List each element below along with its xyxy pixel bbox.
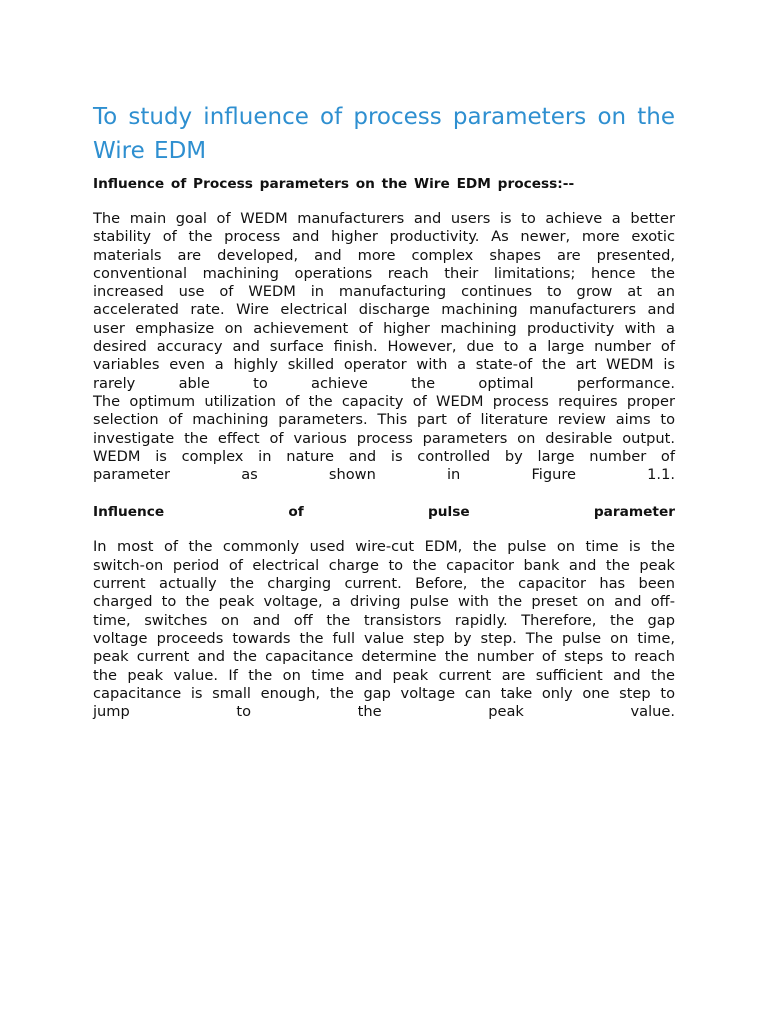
paragraph-line: desired accuracy and surface finish. However, due to a large number of xyxy=(93,338,675,356)
document-title: To study influence of process parameters on the Wire EDM xyxy=(93,104,675,164)
paragraph-line: stability of the process and higher productivity. As newer, more exotic xyxy=(93,228,675,246)
paragraph-line: the peak value. If the on time and peak current are sufficient and the xyxy=(93,666,675,684)
paragraph-line: variables even a highly skilled operator with a state-of the art WEDM is xyxy=(93,356,675,374)
section-heading-process-parameters: Influence of Process parameters on the Wire EDM process:-- xyxy=(93,176,575,192)
paragraph-line: user emphasize on achievement of higher machining productivity with a xyxy=(93,319,675,337)
document-page xyxy=(93,100,675,721)
paragraph-line: voltage proceeds towards the full value step by step. The pulse on time, xyxy=(93,629,675,647)
paragraph-line: selection of machining parameters. This part of literature review aims to xyxy=(93,411,675,429)
paragraph-line: jump to the peak value. xyxy=(93,703,675,721)
paragraph-line: WEDM is complex in nature and is controlled by large number of xyxy=(93,447,675,465)
paragraph-line: rarely able to achieve the optimal performance. xyxy=(93,374,675,392)
paragraph-line: investigate the effect of various process parameters on desirable output. xyxy=(93,429,675,447)
paragraph-line: time, switches on and off the transistors rapidly. Therefore, the gap xyxy=(93,611,675,629)
paragraph-line: charged to the peak voltage, a driving pulse with the preset on and off- xyxy=(93,593,675,611)
paragraph-line: The optimum utilization of the capacity of WEDM process requires proper xyxy=(93,392,675,410)
paragraph-pulse-parameter xyxy=(93,538,675,721)
paragraph-line: conventional machining operations reach their limitations; hence the xyxy=(93,264,675,282)
paragraph-line: capacitance is small enough, the gap voltage can take only one step to xyxy=(93,684,675,702)
paragraph-line: increased use of WEDM in manufacturing continues to grow at an xyxy=(93,283,675,301)
paragraph-line: accelerated rate. Wire electrical discharge machining manufacturers and xyxy=(93,301,675,319)
paragraph-process-parameters xyxy=(93,210,675,484)
section-heading-pulse-parameter: Influence of pulse parameter xyxy=(93,504,675,521)
paragraph-line: In most of the commonly used wire-cut EDM, the pulse on time is the xyxy=(93,538,675,556)
paragraph-line: parameter as shown in Figure 1.1. xyxy=(93,466,675,484)
paragraph-line: switch-on period of electrical charge to the capacitor bank and the peak xyxy=(93,556,675,574)
paragraph-line: The main goal of WEDM manufacturers and users is to achieve a better xyxy=(93,210,675,227)
paragraph-line: current actually the charging current. Before, the capacitor has been xyxy=(93,575,675,593)
paragraph-line: peak current and the capacitance determine the number of steps to reach xyxy=(93,648,675,666)
paragraph-line: materials are developed, and more complex shapes are presented, xyxy=(93,246,675,264)
